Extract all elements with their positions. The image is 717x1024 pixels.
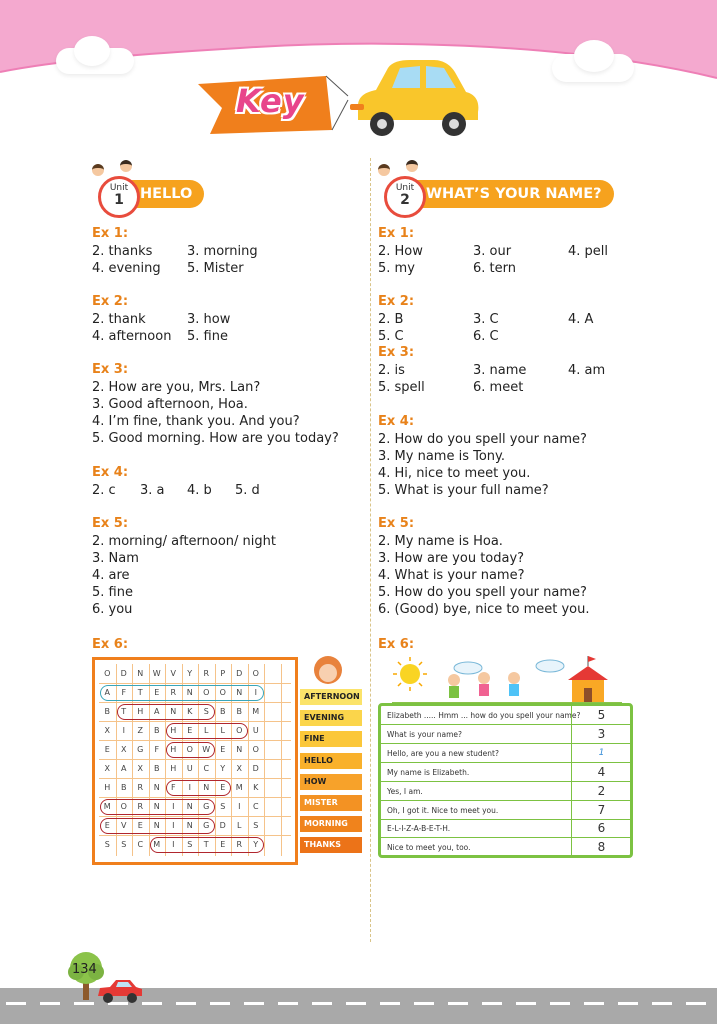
grid-letter: R bbox=[203, 669, 210, 678]
unit2-ex5-line: 6. (Good) bye, nice to meet you. bbox=[378, 602, 590, 617]
grid-letter: L bbox=[237, 821, 242, 830]
grid-letter: B bbox=[104, 707, 110, 716]
road-dash bbox=[6, 1002, 26, 1005]
grid-letter: S bbox=[187, 840, 193, 849]
word-search-grid bbox=[92, 657, 298, 865]
unit2-ex3-b: 3. name bbox=[473, 363, 527, 378]
grid-letter: O bbox=[219, 688, 226, 697]
found-word-ring bbox=[166, 780, 231, 796]
unit1-ex4-item: 4. b bbox=[187, 483, 212, 498]
unit2-ex5-line: 4. What is your name? bbox=[378, 568, 525, 583]
grid-letter: X bbox=[236, 764, 242, 773]
unit2-ex3-d: 5. spell bbox=[378, 380, 425, 395]
grid-letter: M bbox=[153, 840, 161, 849]
unit1-title: HELLO bbox=[126, 180, 204, 208]
road-dash bbox=[686, 1002, 706, 1005]
word-tag: EVENING bbox=[300, 710, 362, 726]
grid-letter: E bbox=[187, 726, 193, 735]
unit2-ex3-c: 4. am bbox=[568, 363, 606, 378]
grid-letter: D bbox=[236, 669, 243, 678]
grid-letter: E bbox=[154, 688, 160, 697]
grid-letter: W bbox=[152, 669, 161, 678]
table-order-number: 8 bbox=[571, 838, 631, 857]
grid-letter: T bbox=[137, 688, 143, 697]
kids-school-illustration bbox=[392, 654, 622, 706]
grid-letter: E bbox=[220, 745, 226, 754]
road-dash bbox=[618, 1002, 638, 1005]
grid-letter: Y bbox=[253, 840, 259, 849]
unit1-ex2-a: 2. thank bbox=[92, 312, 146, 327]
grid-letter: R bbox=[236, 840, 243, 849]
unit2-ex4-line: 3. My name is Tony. bbox=[378, 449, 505, 464]
grid-line bbox=[281, 664, 282, 856]
road-dash bbox=[210, 1002, 230, 1005]
word-tag: FINE bbox=[300, 731, 362, 747]
found-word-ring bbox=[166, 742, 215, 758]
grid-letter: O bbox=[186, 745, 193, 754]
red-car-icon bbox=[96, 978, 144, 1004]
unit2-ex1-b: 3. our bbox=[473, 244, 512, 259]
grid-letter: M bbox=[235, 783, 243, 792]
unit2-ex5-line: 2. My name is Hoa. bbox=[378, 534, 503, 549]
grid-letter: I bbox=[172, 802, 175, 811]
grid-letter: I bbox=[122, 726, 125, 735]
unit2-ex2-label: Ex 2: bbox=[378, 294, 415, 309]
grid-letter: U bbox=[252, 726, 259, 735]
table-order-number: 5 bbox=[571, 706, 631, 725]
grid-letter: I bbox=[254, 688, 257, 697]
unit1-badge bbox=[98, 176, 140, 218]
grid-letter: I bbox=[238, 802, 241, 811]
grid-letter: X bbox=[104, 726, 110, 735]
grid-letter: D bbox=[219, 821, 226, 830]
road-dash bbox=[584, 1002, 604, 1005]
unit2-ex3-a: 2. is bbox=[378, 363, 405, 378]
grid-letter: E bbox=[220, 840, 226, 849]
grid-letter: W bbox=[202, 745, 211, 754]
table-row bbox=[381, 744, 630, 763]
grid-letter: T bbox=[121, 707, 127, 716]
grid-letter: N bbox=[203, 783, 210, 792]
grid-letter: X bbox=[121, 745, 127, 754]
grid-letter: K bbox=[187, 707, 193, 716]
unit2-number: 2 bbox=[400, 192, 410, 208]
unit2-title: WHAT’S YOUR NAME? bbox=[412, 180, 614, 208]
road-dash bbox=[380, 1002, 400, 1005]
grid-letter: H bbox=[104, 783, 111, 792]
grid-letter: N bbox=[186, 802, 193, 811]
grid-letter: C bbox=[137, 840, 144, 849]
word-tag: MORNING bbox=[300, 816, 362, 832]
table-order-number: 3 bbox=[571, 725, 631, 744]
table-order-number: 1 bbox=[571, 744, 631, 763]
found-word-ring bbox=[150, 837, 265, 853]
grid-letter: I bbox=[172, 821, 175, 830]
road-dash bbox=[176, 1002, 196, 1005]
grid-letter: K bbox=[253, 783, 259, 792]
grid-letter: E bbox=[104, 745, 110, 754]
grid-letter: S bbox=[104, 840, 110, 849]
grid-letter: P bbox=[220, 669, 226, 678]
unit1-ex1-b: 3. morning bbox=[187, 244, 258, 259]
grid-letter: A bbox=[154, 707, 160, 716]
grid-letter: B bbox=[220, 707, 226, 716]
grid-letter: N bbox=[186, 688, 193, 697]
word-tag: AFTERNOON bbox=[300, 689, 362, 705]
road-dash bbox=[142, 1002, 162, 1005]
road-dash bbox=[652, 1002, 672, 1005]
grid-letter: O bbox=[120, 802, 127, 811]
unit2-ex2-a: 2. B bbox=[378, 312, 404, 327]
sentence-order-table bbox=[378, 703, 633, 858]
unit2-ex4-line: 2. How do you spell your name? bbox=[378, 432, 587, 447]
grid-letter: S bbox=[220, 802, 226, 811]
grid-letter: Y bbox=[220, 764, 226, 773]
unit1-ex5-line: 4. are bbox=[92, 568, 130, 583]
grid-letter: I bbox=[172, 840, 175, 849]
cloud-left-puff bbox=[74, 36, 110, 66]
grid-letter: G bbox=[203, 821, 210, 830]
table-order-number: 7 bbox=[571, 801, 631, 820]
unit1-ex1-c: 4. evening bbox=[92, 261, 161, 276]
unit2-header bbox=[374, 176, 606, 216]
word-tag: THANKS bbox=[300, 837, 362, 853]
grid-letter: M bbox=[103, 802, 111, 811]
table-row bbox=[381, 706, 630, 725]
unit1-ex2-c: 4. afternoon bbox=[92, 329, 172, 344]
grid-letter: N bbox=[137, 669, 144, 678]
key-title: Key bbox=[236, 82, 305, 120]
grid-letter: O bbox=[203, 688, 210, 697]
found-word-ring bbox=[100, 799, 215, 815]
yellow-car-icon bbox=[348, 58, 482, 140]
word-tag: MISTER bbox=[300, 795, 362, 811]
word-search-cells bbox=[99, 664, 291, 856]
column-divider bbox=[370, 158, 371, 942]
unit2-ex4-label: Ex 4: bbox=[378, 414, 415, 429]
unit2-ex4-line: 5. What is your full name? bbox=[378, 483, 549, 498]
grid-letter: H bbox=[170, 726, 177, 735]
road-dash bbox=[448, 1002, 468, 1005]
table-sentence: E-L-I-Z-A-B-E-T-H. bbox=[387, 824, 451, 834]
table-row bbox=[381, 782, 630, 801]
grid-letter: H bbox=[170, 745, 177, 754]
unit1-ex5-line: 5. fine bbox=[92, 585, 133, 600]
unit1-ex4-label: Ex 4: bbox=[92, 465, 129, 480]
table-sentence: Oh, I got it. Nice to meet you. bbox=[387, 805, 499, 815]
unit1-ex5-label: Ex 5: bbox=[92, 516, 129, 531]
road-dash bbox=[482, 1002, 502, 1005]
unit2-badge bbox=[384, 176, 426, 218]
grid-letter: X bbox=[137, 764, 143, 773]
unit2-ex2-b: 3. C bbox=[473, 312, 499, 327]
unit1-ex3-line: 4. I’m fine, thank you. And you? bbox=[92, 414, 300, 429]
grid-letter: Y bbox=[187, 669, 193, 678]
grid-letter: R bbox=[137, 783, 144, 792]
grid-letter: S bbox=[121, 840, 127, 849]
unit2-ex5-label: Ex 5: bbox=[378, 516, 415, 531]
unit1-ex2-b: 3. how bbox=[187, 312, 231, 327]
unit2-ex1-d: 5. my bbox=[378, 261, 415, 276]
grid-letter: C bbox=[203, 764, 210, 773]
grid-letter: V bbox=[121, 821, 127, 830]
grid-letter: N bbox=[170, 707, 177, 716]
unit2-ex2-e: 6. C bbox=[473, 329, 499, 344]
kids-peeking-icon bbox=[376, 160, 424, 178]
grid-letter: T bbox=[203, 840, 209, 849]
unit1-ex3-label: Ex 3: bbox=[92, 362, 129, 377]
unit1-word: Unit bbox=[109, 183, 129, 193]
grid-letter: N bbox=[153, 783, 160, 792]
unit1-ex2-d: 5. fine bbox=[187, 329, 228, 344]
grid-letter: O bbox=[104, 669, 111, 678]
road-dash bbox=[40, 1002, 60, 1005]
grid-letter: O bbox=[252, 669, 259, 678]
unit2-ex3-e: 6. meet bbox=[473, 380, 524, 395]
grid-letter: E bbox=[137, 821, 143, 830]
grid-letter: G bbox=[203, 802, 210, 811]
grid-letter: A bbox=[104, 688, 110, 697]
road-dash bbox=[244, 1002, 264, 1005]
unit1-ex1-d: 5. Mister bbox=[187, 261, 244, 276]
unit2-ex1-e: 6. tern bbox=[473, 261, 516, 276]
grid-letter: F bbox=[154, 745, 160, 754]
page-number: 134 bbox=[72, 962, 97, 977]
grid-letter: N bbox=[236, 745, 243, 754]
grid-letter: S bbox=[203, 707, 209, 716]
girl-head-icon bbox=[312, 656, 344, 686]
found-word-ring bbox=[100, 818, 215, 834]
grid-letter: I bbox=[188, 783, 191, 792]
word-tag: HELLO bbox=[300, 753, 362, 769]
grid-letter: V bbox=[170, 669, 176, 678]
grid-letter: R bbox=[137, 802, 144, 811]
grid-letter: F bbox=[121, 688, 127, 697]
table-row bbox=[381, 725, 630, 744]
grid-letter: B bbox=[121, 783, 127, 792]
road-dash bbox=[516, 1002, 536, 1005]
unit2-ex5-line: 3. How are you today? bbox=[378, 551, 525, 566]
table-sentence: Yes, I am. bbox=[387, 786, 423, 796]
unit1-ex5-line: 3. Nam bbox=[92, 551, 139, 566]
unit2-ex3-label: Ex 3: bbox=[378, 345, 415, 360]
unit2-ex2-c: 4. A bbox=[568, 312, 594, 327]
grid-letter: Z bbox=[137, 726, 143, 735]
found-word-ring bbox=[100, 685, 264, 701]
grid-letter: R bbox=[170, 688, 177, 697]
grid-letter: B bbox=[154, 764, 160, 773]
road-dash bbox=[550, 1002, 570, 1005]
unit1-header bbox=[88, 176, 218, 216]
unit1-ex1-a: 2. thanks bbox=[92, 244, 153, 259]
road-dash bbox=[414, 1002, 434, 1005]
grid-letter: M bbox=[252, 707, 260, 716]
unit1-ex2-label: Ex 2: bbox=[92, 294, 129, 309]
unit1-number: 1 bbox=[114, 192, 124, 208]
grid-letter: S bbox=[253, 821, 259, 830]
table-row bbox=[381, 763, 630, 782]
grid-letter: U bbox=[186, 764, 193, 773]
unit2-ex2-d: 5. C bbox=[378, 329, 404, 344]
unit2-ex1-c: 4. pell bbox=[568, 244, 609, 259]
table-sentence: Nice to meet you, too. bbox=[387, 843, 471, 853]
unit1-ex5-line: 2. morning/ afternoon/ night bbox=[92, 534, 276, 549]
word-tag: HOW bbox=[300, 774, 362, 790]
grid-letter: E bbox=[104, 821, 110, 830]
unit1-ex4-item: 3. a bbox=[140, 483, 165, 498]
grid-letter: G bbox=[137, 745, 144, 754]
found-word-ring bbox=[117, 704, 215, 720]
grid-letter: B bbox=[236, 707, 242, 716]
table-sentence: Hello, are you a new student? bbox=[387, 748, 499, 758]
unit2-ex6-label: Ex 6: bbox=[378, 637, 415, 652]
unit2-ex4-line: 4. Hi, nice to meet you. bbox=[378, 466, 531, 481]
grid-letter: N bbox=[153, 802, 160, 811]
grid-letter: D bbox=[252, 764, 259, 773]
grid-letter: X bbox=[104, 764, 110, 773]
unit2-word: Unit bbox=[395, 183, 415, 193]
unit2-ex1-a: 2. How bbox=[378, 244, 423, 259]
grid-letter: N bbox=[186, 821, 193, 830]
table-row bbox=[381, 838, 630, 857]
road-dash bbox=[312, 1002, 332, 1005]
table-order-number: 6 bbox=[571, 819, 631, 838]
grid-letter: H bbox=[137, 707, 144, 716]
unit1-ex3-line: 3. Good afternoon, Hoa. bbox=[92, 397, 248, 412]
grid-line bbox=[264, 664, 265, 856]
unit1-ex3-line: 2. How are you, Mrs. Lan? bbox=[92, 380, 261, 395]
grid-letter: N bbox=[153, 821, 160, 830]
table-row bbox=[381, 819, 630, 838]
unit1-ex3-line: 5. Good morning. How are you today? bbox=[92, 431, 339, 446]
unit1-ex4-item: 2. c bbox=[92, 483, 116, 498]
unit1-ex5-line: 6. you bbox=[92, 602, 133, 617]
found-word-ring bbox=[166, 723, 248, 739]
kids-peeking-icon bbox=[90, 160, 138, 178]
road-dash bbox=[278, 1002, 298, 1005]
table-sentence: Elizabeth ..... Hmm ... how do you spell your name? bbox=[387, 711, 581, 720]
table-sentence: What is your name? bbox=[387, 729, 462, 739]
grid-letter: D bbox=[120, 669, 127, 678]
table-order-number: 4 bbox=[571, 763, 631, 782]
grid-letter: N bbox=[236, 688, 243, 697]
grid-letter: E bbox=[220, 783, 226, 792]
unit1-ex1-label: Ex 1: bbox=[92, 226, 129, 241]
table-order-number: 2 bbox=[571, 782, 631, 801]
unit2-ex1-label: Ex 1: bbox=[378, 226, 415, 241]
unit2-ex5-line: 5. How do you spell your name? bbox=[378, 585, 587, 600]
road-dash bbox=[74, 1002, 94, 1005]
grid-letter: C bbox=[252, 802, 259, 811]
unit1-ex6-label: Ex 6: bbox=[92, 637, 129, 652]
road-dash bbox=[346, 1002, 366, 1005]
cloud-right-puff bbox=[574, 40, 614, 72]
grid-letter: A bbox=[121, 764, 127, 773]
grid-letter: L bbox=[204, 726, 209, 735]
table-row bbox=[381, 801, 630, 820]
grid-letter: O bbox=[252, 745, 259, 754]
table-sentence: My name is Elizabeth. bbox=[387, 767, 470, 777]
unit1-ex4-item: 5. d bbox=[235, 483, 260, 498]
grid-letter: L bbox=[220, 726, 225, 735]
grid-letter: O bbox=[236, 726, 243, 735]
grid-letter: B bbox=[154, 726, 160, 735]
grid-letter: H bbox=[170, 764, 177, 773]
grid-letter: F bbox=[170, 783, 176, 792]
